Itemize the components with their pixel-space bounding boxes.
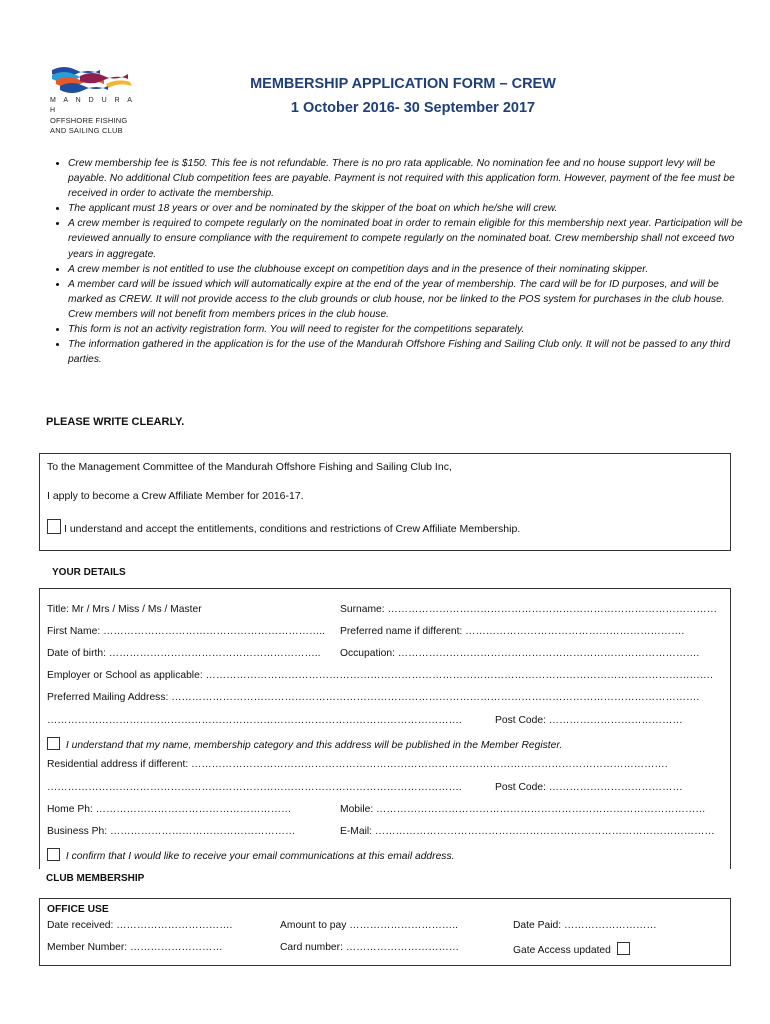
note-item: • A member card will be issued which will automatically expire at the end of the year of membership. The card will be for ID purposes, and will be marked as CREW. It will not provide access to the club grounds or club house, nor be linked to the POS system for purchases in the club house. Crew members will not benefit from members prices in the club house. — [68, 277, 748, 322]
club-logo — [46, 62, 142, 134]
mailing-address-cont-field[interactable]: …………………………………………………………………………………………………………. — [47, 715, 462, 726]
note-item: • Crew membership fee is $150. This fee is not refundable. There is no pro rata applicable. No nomination fee and no house support levy will be payable. No additional Club competition fees are payable. Payment is not required with this application form. However, payment of the fee must be received in order to activate the membership. — [68, 156, 748, 201]
register-consent-checkbox[interactable] — [47, 737, 60, 750]
preferred-name-field[interactable]: Preferred name if different: ………………………………………………………. — [340, 626, 685, 637]
form-title: MEMBERSHIP APPLICATION FORM – CREW — [250, 76, 556, 92]
note-item: • The applicant must 18 years or over and be nominated by the skipper of the boat on which he/she will crew. — [68, 201, 748, 216]
email-consent-checkbox[interactable] — [47, 848, 60, 861]
amount-to-pay-field[interactable]: Amount to pay ………………………….. — [280, 920, 458, 931]
title-field[interactable]: Title: Mr / Mrs / Miss / Ms / Master — [47, 604, 202, 615]
note-item: • This form is not an activity registration form. You will need to register for the competitions separately. — [68, 322, 748, 337]
note-item: • A crew member is required to compete regularly on the nominated boat in order to remain eligible for this membership next year. Participation will be reviewed annually to ensure compliance with the requirement to compete regularly on the nominated boat. Crew membership shall not exceed two years in aggregate. — [68, 216, 748, 261]
mobile-field[interactable]: Mobile: …………………………………………………………………………………… — [340, 804, 706, 815]
date-received-field[interactable]: Date received: ……………………………. — [47, 920, 233, 931]
date-paid-field[interactable]: Date Paid: ……………………… — [513, 920, 657, 931]
declaration-to: To the Management Committee of the Mandurah Offshore Fishing and Sailing Club Inc, — [47, 461, 452, 473]
first-name-field[interactable]: First Name: ……………………………………………………….. — [47, 626, 326, 637]
business-phone-field[interactable]: Business Ph: ……………………………………………… — [47, 826, 296, 837]
post-code-field[interactable]: Post Code: ………………………………… — [495, 715, 683, 726]
email-field[interactable]: E-Mail: ……………………………………………………………………………………… — [340, 826, 715, 837]
accept-checkbox[interactable] — [47, 519, 61, 534]
note-item: • The information gathered in the application is for the use of the Mandurah Offshore Fishing and Sailing Club only. It will not be passed to any third parties. — [68, 337, 748, 367]
logo-name: M A N D U R A H — [50, 97, 135, 114]
register-consent-label: I understand that my name, membership category and this address will be published in the Member Register. — [65, 740, 563, 751]
notes-list — [40, 156, 748, 367]
residential-address-cont-field[interactable]: …………………………………………………………………………………………………………. — [47, 782, 462, 793]
note-item: • A crew member is not entitled to use the clubhouse except on competition days and in the presence of their nominating skipper. — [68, 262, 748, 277]
your-details-heading: YOUR DETAILS — [52, 567, 126, 578]
declaration-box — [39, 453, 731, 551]
club-membership-heading: CLUB MEMBERSHIP — [46, 873, 145, 884]
details-box — [39, 588, 731, 869]
post-code-2-field[interactable]: Post Code: ………………………………… — [495, 782, 683, 793]
mailing-address-field[interactable]: Preferred Mailing Address: ………………………………………………………………………………………………………………………………………. — [47, 692, 700, 703]
employer-field[interactable]: Employer or School as applicable: …………………………………………………………………………………………………………………………………. — [47, 670, 713, 681]
logo-line3: AND SAILING CLUB — [50, 126, 123, 135]
email-consent-label: I confirm that I would like to receive your email communications at this email address. — [65, 851, 455, 862]
declaration-apply: I apply to become a Crew Affiliate Member for 2016-17. — [47, 490, 304, 502]
home-phone-field[interactable]: Home Ph: ………………………………………………… — [47, 804, 292, 815]
form-subtitle: 1 October 2016- 30 September 2017 — [290, 100, 536, 116]
card-number-field[interactable]: Card number: …………………………… — [280, 942, 460, 953]
gate-access-checkbox[interactable] — [617, 942, 630, 955]
accept-label: I understand and accept the entitlements, conditions and restrictions of Crew Affiliate Membership. — [64, 523, 521, 535]
write-clearly-instruction: PLEASE WRITE CLEARLY. — [46, 416, 185, 428]
residential-address-field[interactable]: Residential address if different: …………………………………………………………………………………………………………………………. — [47, 759, 668, 770]
occupation-field[interactable]: Occupation: ……………………………………………………………………………. — [340, 648, 700, 659]
office-use-box — [39, 898, 731, 966]
logo-line2: OFFSHORE FISHING — [50, 116, 128, 125]
surname-field[interactable]: Surname: …………………………………………………………………………………… — [340, 604, 718, 615]
gate-access-label: Gate Access updated — [513, 945, 611, 956]
office-use-heading: OFFICE USE — [47, 904, 109, 915]
member-number-field[interactable]: Member Number: ……………………… — [47, 942, 223, 953]
dob-field[interactable]: Date of birth: …………………………………………………….. — [47, 648, 321, 659]
